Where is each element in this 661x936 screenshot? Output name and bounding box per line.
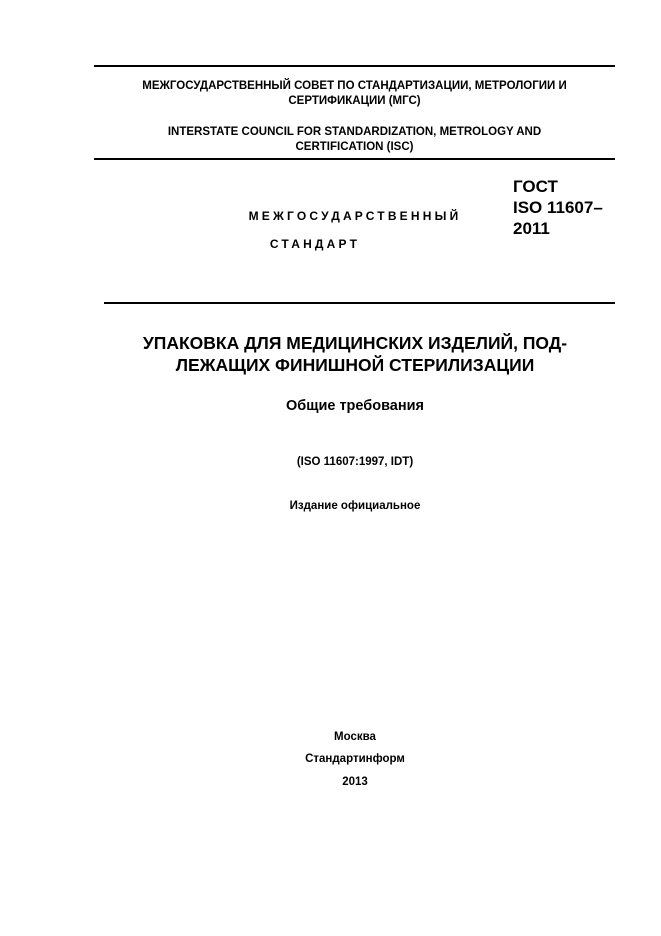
top-rule [94,65,615,67]
council-en-line-2: CERTIFICATION (ISC) [295,141,414,153]
standard-code-line-2: ISO 11607– [513,198,603,217]
iso-reference: (ISO 11607:1997, IDT) [296,456,414,468]
document-subtitle: Общие требования [285,398,425,414]
edition-note: Издание официальное [289,500,421,512]
standard-label-line-2: СТАНДАРТ [269,237,361,251]
header-rule [94,158,615,160]
standard-code-line-3: 2011 [513,219,550,238]
imprint-publisher: Стандартинформ [305,753,405,765]
council-name-ru [94,79,615,109]
standard-code-line-1: ГОСТ [513,177,558,196]
document-title [100,332,610,376]
standard-label-line-1: МЕЖГОСУДАРСТВЕННЫЙ [248,209,462,223]
title-rule [104,302,615,304]
council-en-line-1: INTERSTATE COUNCIL FOR STANDARDIZATION, METROLOGY AND [167,126,542,138]
document-title-line-2: ЛЕЖАЩИХ ФИНИШНОЙ СТЕРИЛИЗАЦИИ [175,355,535,375]
imprint-year: 2013 [342,776,368,788]
council-name-en [94,125,615,155]
council-ru-line-1: МЕЖГОСУДАРСТВЕННЫЙ СОВЕТ ПО СТАНДАРТИЗАЦИИ, МЕТРОЛОГИИ И [142,80,567,92]
standard-code [513,176,643,239]
document-title-line-1: УПАКОВКА ДЛЯ МЕДИЦИНСКИХ ИЗДЕЛИЙ, ПОД- [142,333,568,353]
imprint-city: Москва [334,731,376,743]
council-ru-line-2: СЕРТИФИКАЦИИ (МГС) [288,95,421,107]
